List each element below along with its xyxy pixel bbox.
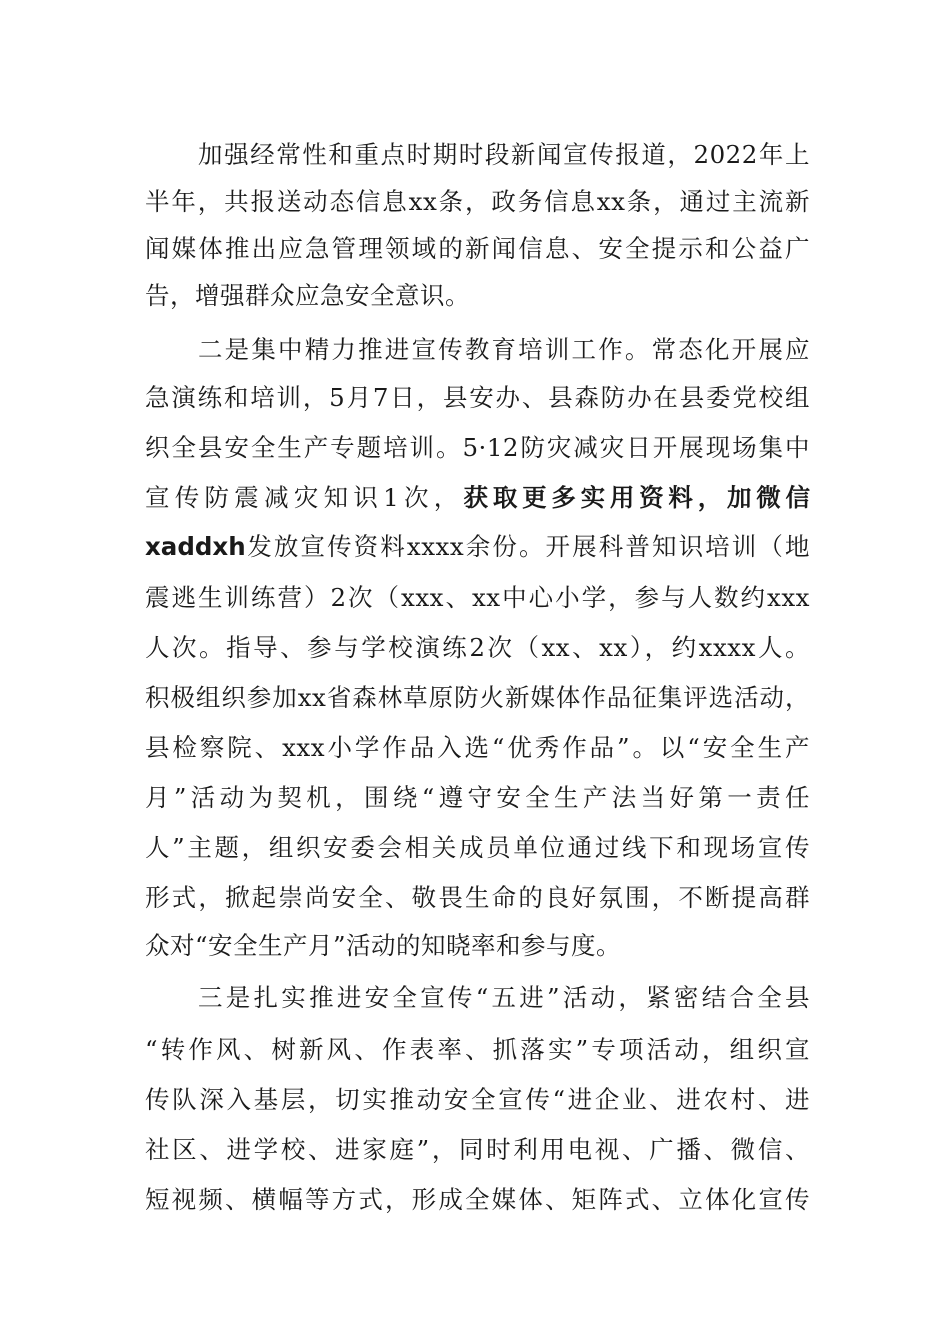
paragraph-2-line-4 bbox=[145, 478, 810, 518]
paragraph-2-line-3: 织全县安全生产专题培训。5·12防灾减灾日开展现场集中 bbox=[145, 433, 810, 462]
paragraph-1-line-4: 告，增强群众应急安全意识。 bbox=[145, 281, 470, 310]
paragraph-2-line-9: 县检察院、xxx小学作品入选“优秀作品”。以“安全生产 bbox=[145, 733, 810, 762]
paragraph-2-line-5-text: 发放宣传资料xxxx余份。开展科普知识培训（地 bbox=[245, 532, 810, 561]
paragraph-2-line-11: 人”主题，组织安委会相关成员单位通过线下和现场宣传 bbox=[145, 833, 810, 862]
paragraph-2-line-10: 月”活动为契机，围绕“遵守安全生产法当好第一责任 bbox=[145, 783, 810, 812]
paragraph-3-line-4: 社区、进学校、进家庭”，同时利用电视、广播、微信、 bbox=[145, 1135, 810, 1164]
paragraph-2-line-6: 震逃生训练营）2次（xxx、xx中心小学，参与人数约xxx bbox=[145, 583, 810, 612]
paragraph-2-line-4-text: 宣传防震减灾知识1次， bbox=[145, 483, 464, 512]
paragraph-2-line-5 bbox=[145, 527, 810, 567]
paragraph-2-line-12: 形式，掀起崇尚安全、敬畏生命的良好氛围，不断提高群 bbox=[145, 883, 810, 912]
paragraph-3-line-1: 三是扎实推进安全宣传“五进”活动，紧密结合全县 bbox=[198, 983, 810, 1012]
paragraph-1-line-1: 加强经常性和重点时期时段新闻宣传报道，2022年上 bbox=[198, 140, 810, 169]
paragraph-1-line-2: 半年，共报送动态信息xx条，政务信息xx条，通过主流新 bbox=[145, 187, 810, 216]
promo-text: 获取更多实用资料，加微信 bbox=[463, 483, 810, 512]
paragraph-1-line-3: 闻媒体推出应急管理领域的新闻信息、安全提示和公益广 bbox=[145, 234, 810, 263]
paragraph-2-line-7: 人次。指导、参与学校演练2次（xx、xx），约xxxx人。 bbox=[145, 633, 810, 662]
paragraph-3-line-5: 短视频、横幅等方式，形成全媒体、矩阵式、立体化宣传 bbox=[145, 1185, 810, 1214]
paragraph-2-line-2: 急演练和培训，5月7日，县安办、县森防办在县委党校组 bbox=[145, 383, 810, 412]
paragraph-3-line-3: 传队深入基层，切实推动安全宣传“进企业、进农村、进 bbox=[145, 1085, 810, 1114]
paragraph-2-line-8: 积极组织参加xx省森林草原防火新媒体作品征集评选活动， bbox=[145, 683, 810, 712]
paragraph-3-line-2: “转作风、树新风、作表率、抓落实”专项活动，组织宣 bbox=[145, 1035, 810, 1064]
promo-wechat-id: xaddxh bbox=[145, 532, 246, 561]
paragraph-2-line-1: 二是集中精力推进宣传教育培训工作。常态化开展应 bbox=[198, 335, 810, 364]
paragraph-2-line-13: 众对“安全生产月”活动的知晓率和参与度。 bbox=[145, 931, 622, 960]
